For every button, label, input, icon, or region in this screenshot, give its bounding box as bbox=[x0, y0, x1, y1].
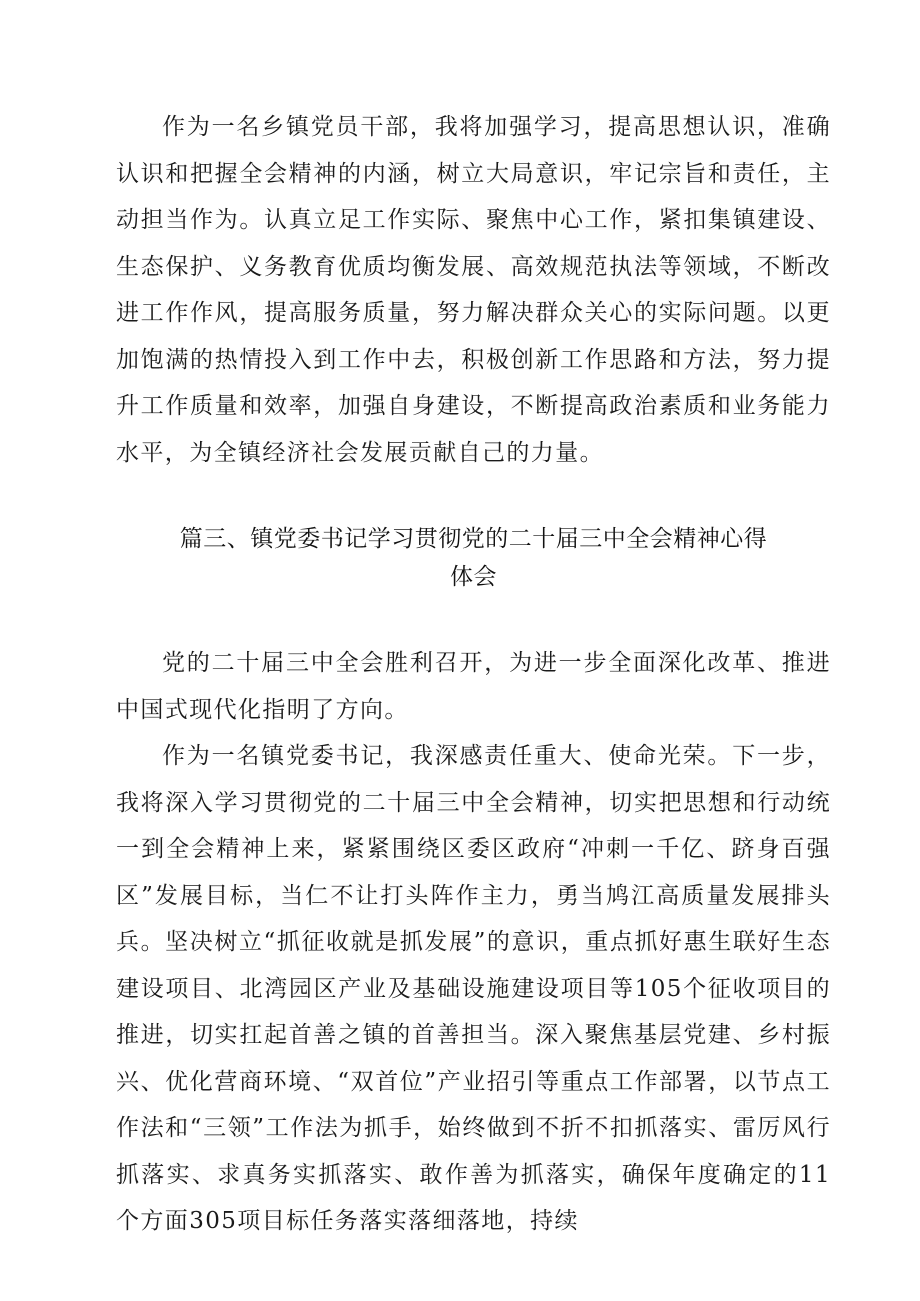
document-body bbox=[116, 104, 831, 1245]
section-title-line-1: 篇三、镇党委书记学习贯彻党的二十届三中全会精神心得 bbox=[179, 526, 768, 552]
section-title bbox=[116, 520, 831, 596]
paragraph-secretary-plan: 作为一名镇党委书记，我深感责任重大、使命光荣。下一步，我将深入学习贯彻党的二十届三中全会精神，切实把思想和行动统一到全会精神上来，紧紧围绕区委区政府“冲刺一千亿、跻身百强区”发展目标，当仁不让打头阵作主力，勇当鸠江高质量发展排头兵。坚决树立“抓征收就是抓发展”的意识，重点抓好惠生联好生态建设项目、北湾园区产业及基础设施建设项目等105个征收项目的推进，切实扛起首善之镇的首善担当。深入聚焦基层党建、乡村振兴、优化营商环境、“双首位”产业招引等重点工作部署，以节点工作法和“三领”工作法为抓手，始终做到不折不扣抓落实、雷厉风行抓落实、求真务实抓落实、敢作善为抓落实，确保年度确定的11个方面305项目标任务落实落细落地，持续 bbox=[116, 743, 831, 1234]
paragraph-commitment: 作为一名乡镇党员干部，我将加强学习，提高思想认识，准确认识和把握全会精神的内涵，树立大局意识，牢记宗旨和责任，主动担当作为。认真立足工作实际、聚焦中心工作，紧扣集镇建设、生态保护、义务教育优质均衡发展、高效规范执法等领域，不断改进工作作风，提高服务质量，努力解决群众关心的实际问题。以更加饱满的热情投入到工作中去，积极创新工作思路和方法，努力提升工作质量和效率，加强自身建设，不断提高政治素质和业务能力水平，为全镇经济社会发展贡献自己的力量。 bbox=[116, 114, 831, 466]
section-title-line-2: 体会 bbox=[450, 564, 497, 590]
paragraph-plenum-intro: 党的二十届三中全会胜利召开，为进一步全面深化改革、推进中国式现代化指明了方向。 bbox=[116, 650, 831, 723]
